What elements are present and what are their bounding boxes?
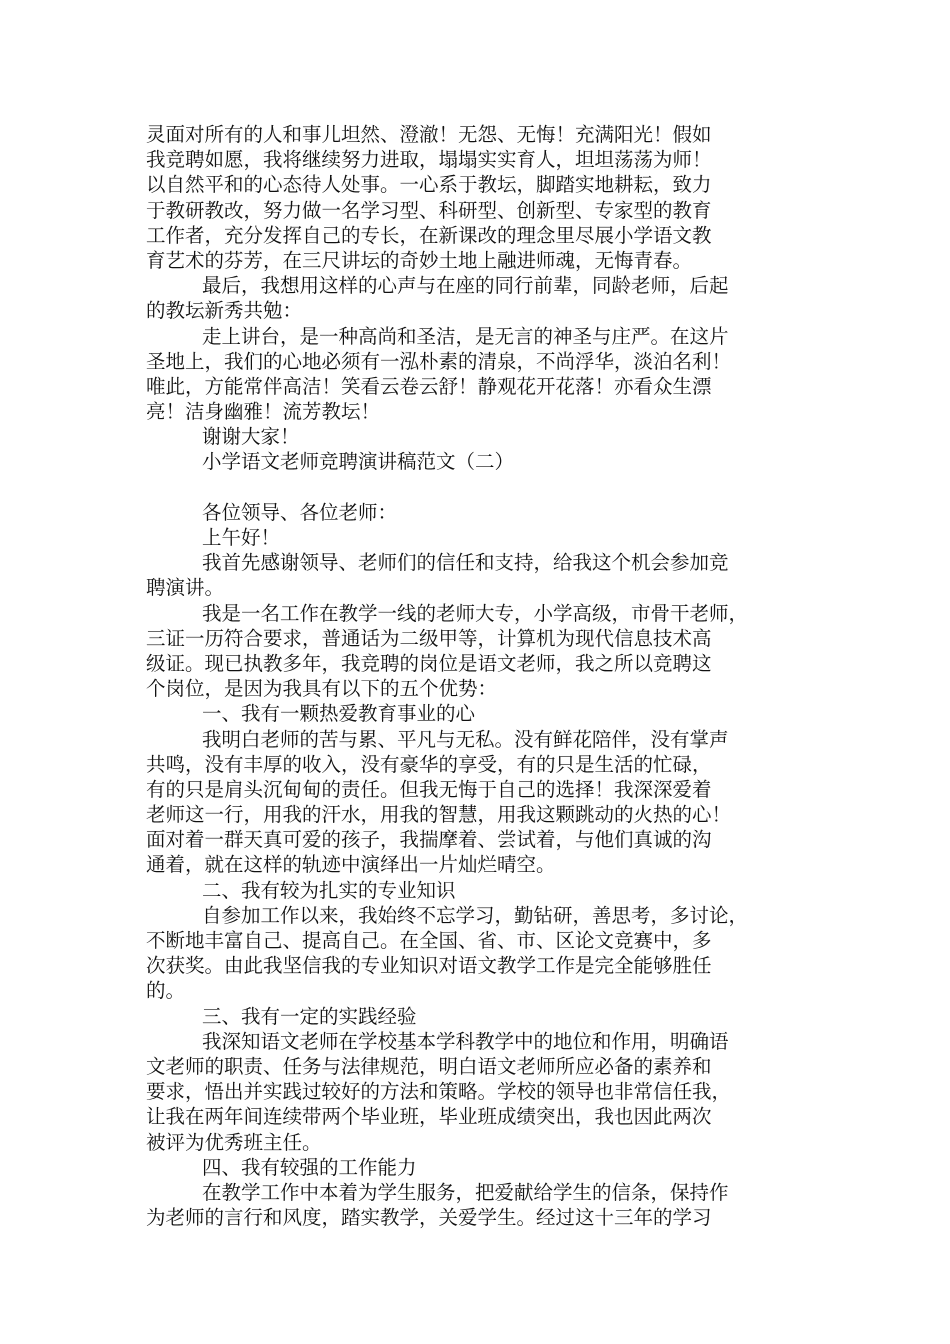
text-line: 谢谢大家！ <box>202 425 300 449</box>
text-line: 三、我有一定的实践经验 <box>202 1004 417 1028</box>
text-line: 不断地丰富自己、提高自己。在全国、省、市、区论文竞赛中，多 <box>146 929 712 952</box>
text-line: 唯此，方能常伴高洁！笑看云卷云舒！静观花开花落！亦看众生漂 <box>146 374 712 398</box>
text-line: 我是一名工作在教学一线的老师大专，小学高级，市骨干老师， <box>202 601 749 625</box>
text-line: 工作者，充分发挥自己的专长，在新课改的理念里尽展小学语文教 <box>146 223 712 247</box>
text-line: 于教研教改，努力做一名学习型、科研型、创新型、专家型的教育 <box>146 198 712 222</box>
text-line: 我竞聘如愿，我将继续努力进取，塌塌实实育人，坦坦荡荡为师！ <box>146 148 712 172</box>
text-line: 育艺术的芬芳，在三尺讲坛的奇妙土地上融进师魂，无悔青春。 <box>146 248 693 272</box>
text-line: 的。 <box>146 979 186 1003</box>
text-line: 通着，就在这样的轨迹中演绎出一片灿烂晴空。 <box>146 853 556 877</box>
text-line: 亮！洁身幽雅！流芳教坛！ <box>146 400 381 424</box>
text-line: 有的只是肩头沉甸甸的责任。但我无悔于自己的选择！我深深爱着 <box>146 777 712 801</box>
text-line: 圣地上，我们的心地必须有一泓朴素的清泉，不尚浮华，淡泊名利！ <box>146 349 732 373</box>
text-line: 个岗位，是因为我具有以下的五个优势： <box>146 677 498 701</box>
text-line: 我明白老师的苦与累、平凡与无私。没有鲜花陪伴，没有掌声 <box>202 727 729 751</box>
text-line: 的教坛新秀共勉： <box>146 299 303 323</box>
text-line: 各位领导、各位老师： <box>202 500 398 524</box>
text-line: 聘演讲。 <box>146 576 225 600</box>
document-body <box>146 122 806 1230</box>
text-line: 小学语文老师竞聘演讲稿范文（二） <box>202 450 515 474</box>
text-line: 以自然平和的心态待人处事。一心系于教坛，脚踏实地耕耘，致力 <box>146 173 712 197</box>
text-line: 级证。现已执教多年，我竞聘的岗位是语文老师，我之所以竞聘这 <box>146 651 712 675</box>
text-line: 文老师的职责、任务与法律规范，明白语文老师所应必备的素养和 <box>146 1054 712 1078</box>
text-line: 上午好！ <box>202 526 281 549</box>
text-line: 我深知语文老师在学校基本学科教学中的地位和作用，明确语 <box>202 1029 729 1053</box>
text-line: 我首先感谢领导、老师们的信任和支持，给我这个机会参加竞 <box>202 551 729 575</box>
text-line: 为老师的言行和风度，踏实教学，关爱学生。经过这十三年的学习 <box>146 1206 712 1230</box>
text-line: 被评为优秀班主任。 <box>146 1130 322 1154</box>
text-line: 二、我有较为扎实的专业知识 <box>202 878 456 902</box>
text-line: 老师这一行，用我的汗水，用我的智慧，用我这颗跳动的火热的心！ <box>146 803 732 827</box>
text-line: 最后，我想用这样的心声与在座的同行前辈，同龄老师，后起 <box>202 274 729 298</box>
text-line: 一、我有一颗热爱教育事业的心 <box>202 702 476 726</box>
text-line: 让我在两年间连续带两个毕业班，毕业班成绩突出，我也因此两次 <box>146 1105 712 1129</box>
blank-line <box>146 475 806 500</box>
text-line: 自参加工作以来，我始终不忘学习，勤钻研，善思考，多讨论， <box>202 903 749 927</box>
text-line: 在教学工作中本着为学生服务，把爱献给学生的信条，保持作 <box>202 1180 729 1204</box>
text-line: 要求，悟出并实践过较好的方法和策略。学校的领导也非常信任我， <box>146 1080 732 1104</box>
text-line: 三证一历符合要求，普通话为二级甲等，计算机为现代信息技术高 <box>146 626 712 650</box>
text-line: 灵面对所有的人和事儿坦然、澄澈！无怨、无悔！充满阳光！假如 <box>146 123 712 146</box>
text-line: 次获奖。由此我坚信我的专业知识对语文教学工作是完全能够胜任 <box>146 954 712 978</box>
text-line: 面对着一群天真可爱的孩子，我揣摩着、尝试着，与他们真诚的沟 <box>146 828 712 852</box>
text-line: 四、我有较强的工作能力 <box>202 1155 417 1179</box>
text-line: 走上讲台，是一种高尚和圣洁，是无言的神圣与庄严。在这片 <box>202 324 729 348</box>
text-line: 共鸣，没有丰厚的收入，没有豪华的享受，有的只是生活的忙碌， <box>146 752 712 776</box>
